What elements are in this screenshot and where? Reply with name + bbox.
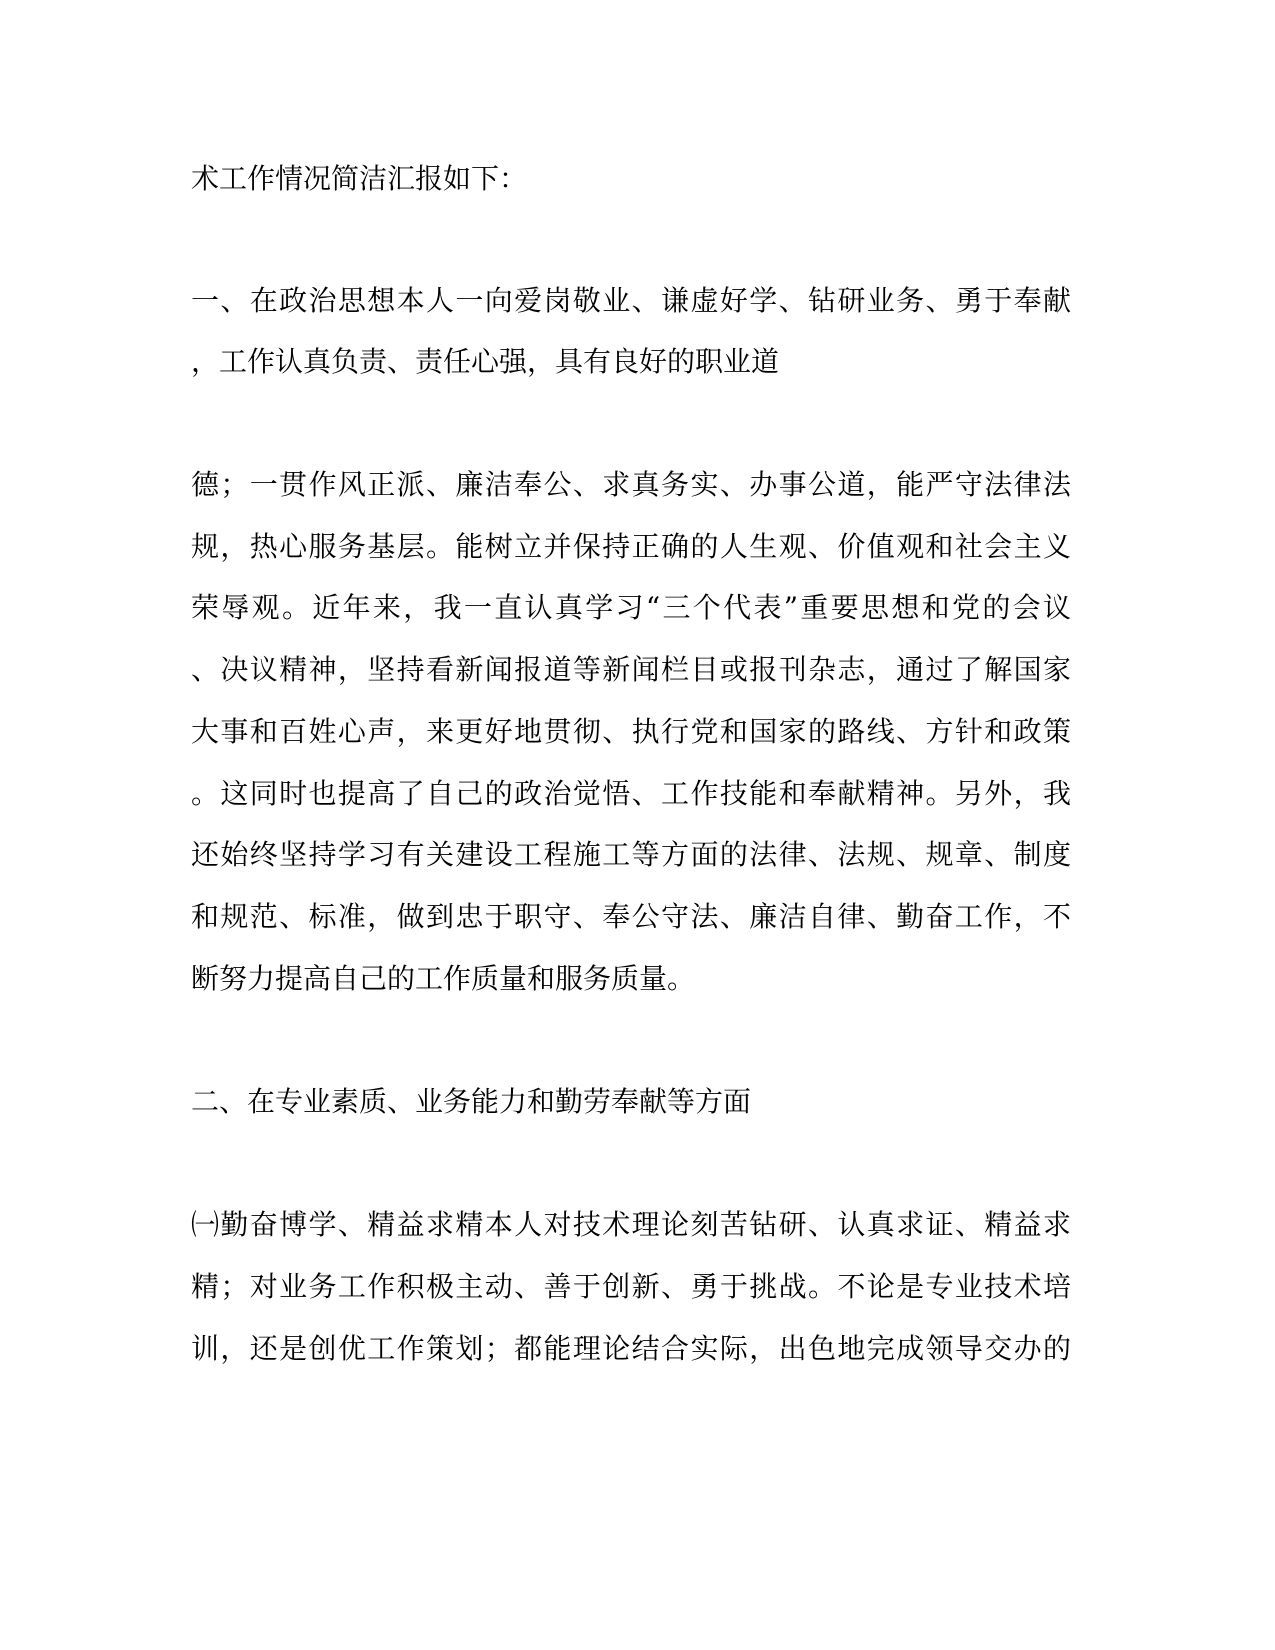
text-line: 一、在政治思想本人一向爱岗敬业、谦虚好学、钻研业务、勇于奉献 <box>191 284 1071 317</box>
text-line: 德；一贯作风正派、廉洁奉公、求真务实、办事公道，能严守法律法 <box>191 468 1071 501</box>
text-line: ㈠勤奋博学、精益求精本人对技术理论刻苦钻研、认真求证、精益求 <box>191 1208 1071 1241</box>
text-line: 还始终坚持学习有关建设工程施工等方面的法律、法规、规章、制度 <box>191 838 1071 871</box>
text-line: 训，还是创优工作策划；都能理论结合实际，出色地完成领导交办的 <box>191 1332 1071 1365</box>
text-line: 术工作情况简洁汇报如下： <box>191 162 528 195</box>
text-line: 精；对业务工作积极主动、善于创新、勇于挑战。不论是专业技术培 <box>191 1270 1071 1303</box>
text-line: 荣辱观。近年来，我一直认真学习“三个代表”重要思想和党的会议 <box>191 591 1071 624</box>
text-line: 和规范、标准，做到忠于职守、奉公守法、廉洁自律、勤奋工作，不 <box>191 900 1071 933</box>
text-line: 、决议精神，坚持看新闻报道等新闻栏目或报刊杂志，通过了解国家 <box>191 653 1071 686</box>
text-line: 大事和百姓心声，来更好地贯彻、执行党和国家的路线、方针和政策 <box>191 715 1071 748</box>
text-line: 。这同时也提高了自己的政治觉悟、工作技能和奉献精神。另外，我 <box>191 777 1071 810</box>
text-line: 断努力提高自己的工作质量和服务质量。 <box>191 962 696 995</box>
text-line: ，工作认真负责、责任心强，具有良好的职业道 <box>191 345 780 378</box>
section-heading: 二、在专业素质、业务能力和勤劳奉献等方面 <box>191 1085 752 1118</box>
text-line: 规，热心服务基层。能树立并保持正确的人生观、价值观和社会主义 <box>191 530 1071 563</box>
